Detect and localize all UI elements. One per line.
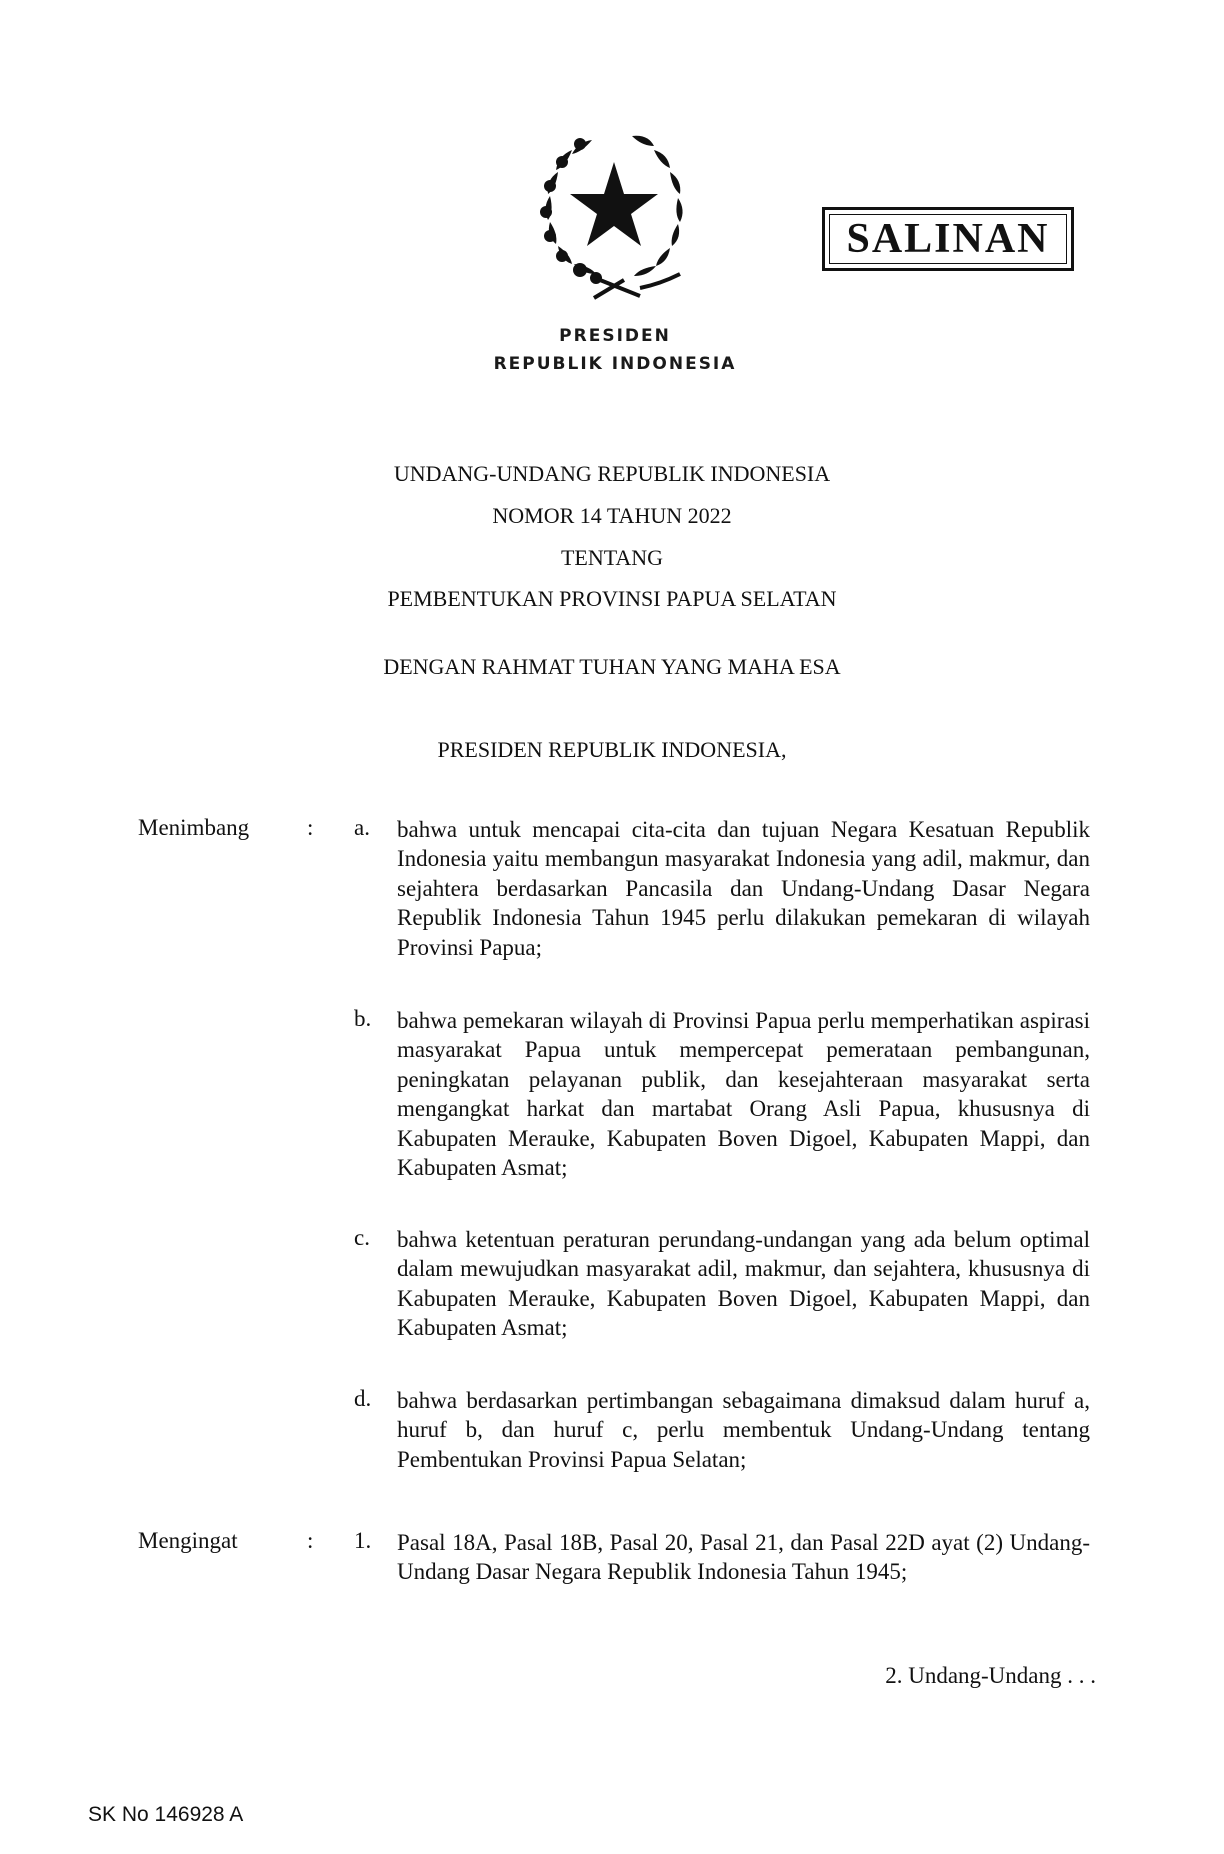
menimbang-item-a-text: bahwa untuk mencapai cita-cita dan tujuan Negara Kesatuan Republik Indonesia yaitu membangun masyarakat Indonesia yang adil, makmur, dan sejahtera berdasarkan Pancasila dan Undang-Undang Dasar Negara Republik Indonesia Tahun 1945 perlu dilakukan pemekaran di wilayah Provinsi Papua; — [397, 817, 1090, 960]
emblem-star-wreath-icon — [520, 128, 708, 306]
state-emblem — [520, 128, 708, 306]
president-line: PRESIDEN REPUBLIK INDONESIA, — [437, 737, 787, 762]
page-catchword: 2. Undang-Undang . . . — [885, 1663, 1096, 1688]
menimbang-item-a-marker: a. — [354, 815, 370, 840]
invocation-line: DENGAN RAHMAT TUHAN YANG MAHA ESA — [383, 654, 841, 679]
menimbang-item-d-text: bahwa berdasarkan pertimbangan sebagaimana dimaksud dalam huruf a, huruf b, dan huruf c, perlu membentuk Undang-Undang tentang Pembentukan Provinsi Papua Selatan; — [397, 1388, 1090, 1472]
menimbang-item-c-text: bahwa ketentuan peraturan perundang-undangan yang ada belum optimal dalam mewujudkan masyarakat adil, makmur, dan sejahtera, khususnya di Kabupaten Merauke, Kabupaten Boven Digoel, Kabupaten Mappi, dan Kabupaten Asmat; — [397, 1227, 1090, 1341]
menimbang-item-d-marker: d. — [354, 1386, 372, 1411]
salinan-stamp — [822, 207, 1074, 271]
menimbang-item-c-marker: c. — [354, 1225, 370, 1250]
footer-code: SK No 146928 A — [88, 1803, 244, 1826]
issuer-block — [430, 322, 800, 378]
salinan-label: SALINAN — [846, 216, 1050, 262]
menimbang-colon: : — [307, 815, 314, 840]
mengingat-item-1-text: Pasal 18A, Pasal 18B, Pasal 20, Pasal 21, dan Pasal 22D ayat (2) Undang-Undang Dasar Negara Republik Indonesia Tahun 1945; — [397, 1530, 1090, 1585]
mengingat-item-1-marker: 1. — [354, 1528, 372, 1553]
document-number: NOMOR 14 TAHUN 2022 — [492, 503, 732, 528]
document-title: UNDANG-UNDANG REPUBLIK INDONESIA — [393, 461, 831, 486]
menimbang-label: Menimbang — [138, 815, 250, 840]
document-subject: PEMBENTUKAN PROVINSI PAPUA SELATAN — [387, 586, 837, 611]
document-tentang: TENTANG — [560, 545, 664, 570]
issuer-line-1: PRESIDEN — [559, 326, 671, 346]
mengingat-label: Mengingat — [138, 1528, 238, 1553]
issuer-line-2: REPUBLIK INDONESIA — [493, 354, 737, 374]
mengingat-colon: : — [307, 1528, 314, 1553]
menimbang-item-b-marker: b. — [354, 1006, 372, 1031]
menimbang-item-b-text: bahwa pemekaran wilayah di Provinsi Papua perlu memperhatikan aspirasi masyarakat Papua untuk mempercepat pemerataan pembangunan, peningkatan pelayanan publik, dan kesejahteraan masyarakat serta mengangkat harkat dan martabat Orang Asli Papua, khususnya di Kabupaten Merauke, Kabupaten Boven Digoel, Kabupaten Mappi, dan Kabupaten Asmat; — [397, 1008, 1090, 1181]
